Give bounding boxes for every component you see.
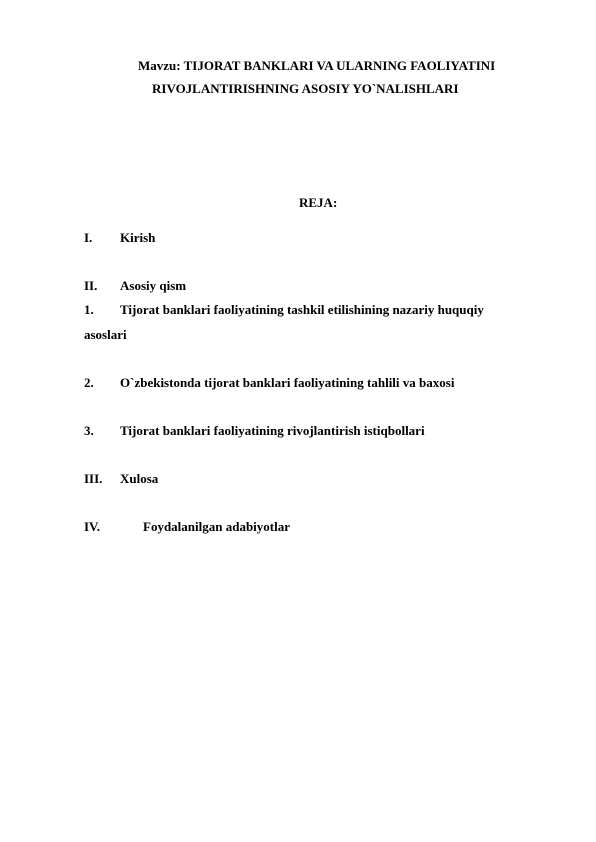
- item-text: Foydalanilgan adabiyotlar: [143, 519, 290, 534]
- item-text: Kirish: [120, 230, 156, 245]
- item-text: Tijorat banklari faoliyatining tashkil etilishining nazariy huquqiy: [120, 302, 484, 317]
- item-number: 1.: [84, 302, 94, 317]
- item-number: II.: [84, 278, 98, 293]
- title-line-2: RIVOJLANTIRISHNING ASOSIY YO`NALISHLARI: [152, 81, 459, 96]
- item-number: IV.: [84, 519, 101, 534]
- plan-heading: REJA:: [299, 195, 338, 210]
- item-text: Asosiy qism: [120, 278, 187, 293]
- item-number: I.: [84, 230, 93, 245]
- item-number: III.: [84, 471, 103, 486]
- title-line-1: Mavzu: TIJORAT BANKLARI VA ULARNING FAOLIYATINI: [138, 58, 496, 73]
- item-text-continuation: asoslari: [84, 327, 127, 342]
- item-number: 2.: [84, 375, 94, 390]
- item-text: Xulosa: [120, 471, 159, 486]
- item-number: 3.: [84, 423, 94, 438]
- item-text: O`zbekistonda tijorat banklari faoliyatining tahlili va baxosi: [120, 375, 455, 390]
- item-text: Tijorat banklari faoliyatining rivojlantirish istiqbollari: [120, 423, 425, 438]
